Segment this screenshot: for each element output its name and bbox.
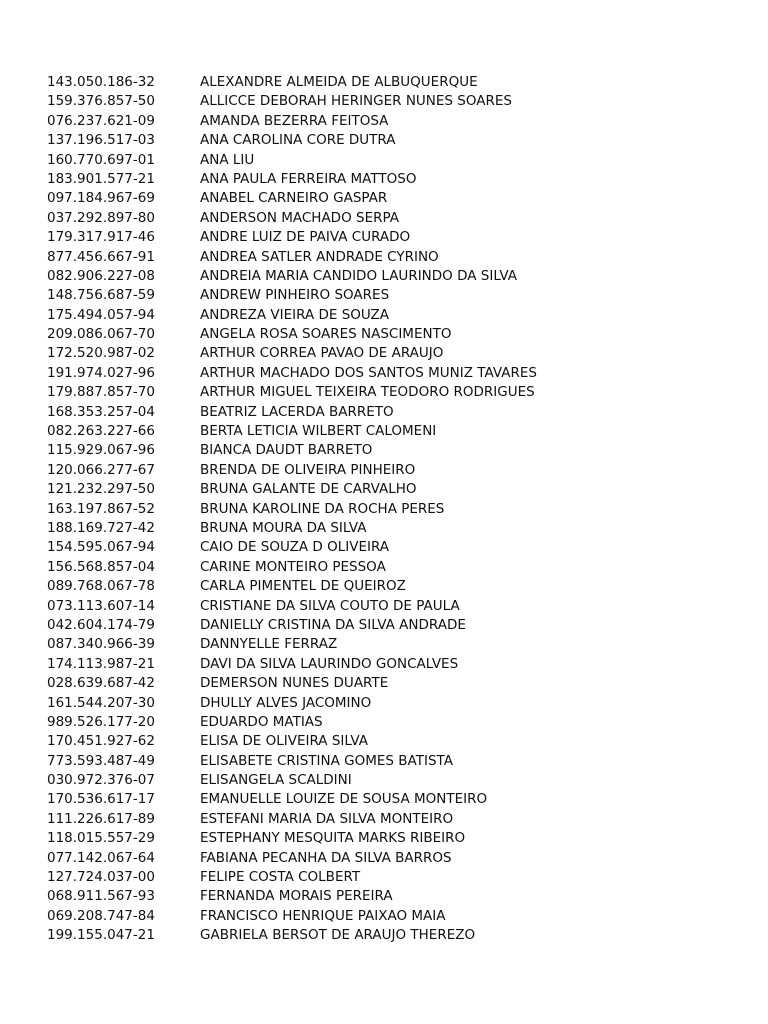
list-item	[47, 752, 537, 771]
list-item	[47, 674, 537, 693]
person-name: FERNANDA MORAIS PEREIRA	[200, 888, 393, 905]
cpf-number: 082.263.227-66	[47, 423, 155, 440]
person-name: ELISANGELA SCALDINI	[200, 772, 352, 789]
cpf-number: 127.724.037-00	[47, 869, 155, 886]
cpf-number: 137.196.517-03	[47, 132, 155, 149]
list-item	[47, 151, 537, 170]
person-name: ELISA DE OLIVEIRA SILVA	[200, 733, 369, 750]
cpf-number: 989.526.177-20	[47, 713, 155, 730]
cpf-number: 163.197.867-52	[47, 500, 155, 517]
person-name: BRUNA MOURA DA SILVA	[200, 519, 367, 536]
cpf-number: 077.142.067-64	[47, 849, 155, 866]
person-name: DEMERSON NUNES DUARTE	[200, 675, 389, 692]
list-item	[47, 461, 537, 480]
list-item	[47, 810, 537, 829]
person-name: ANDREZA VIEIRA DE SOUZA	[200, 306, 390, 323]
list-item	[47, 790, 537, 809]
list-item	[47, 73, 537, 92]
list-item	[47, 209, 537, 228]
cpf-number: 174.113.987-21	[47, 655, 155, 672]
person-name: AMANDA BEZERRA FEITOSA	[200, 112, 389, 129]
list-item	[47, 189, 537, 208]
cpf-number: 042.604.174-79	[47, 616, 155, 633]
list-item	[47, 635, 537, 654]
person-name: CRISTIANE DA SILVA COUTO DE PAULA	[200, 597, 460, 614]
list-item	[47, 112, 537, 131]
list-item	[47, 325, 537, 344]
cpf-number: 175.494.057-94	[47, 306, 155, 323]
person-name: ANA CAROLINA CORE DUTRA	[200, 132, 396, 149]
person-name: FRANCISCO HENRIQUE PAIXAO MAIA	[200, 907, 446, 924]
cpf-number: 156.568.857-04	[47, 558, 155, 575]
cpf-number: 179.317.917-46	[47, 229, 155, 246]
name-list	[47, 73, 537, 946]
list-item	[47, 732, 537, 751]
cpf-number: 159.376.857-50	[47, 93, 155, 110]
cpf-number: 209.086.067-70	[47, 326, 155, 343]
person-name: EMANUELLE LOUIZE DE SOUSA MONTEIRO	[200, 791, 488, 808]
person-name: ANA LIU	[200, 151, 255, 168]
list-item	[47, 868, 537, 887]
person-name: DHULLY ALVES JACOMINO	[200, 694, 372, 711]
cpf-number: 120.066.277-67	[47, 461, 155, 478]
person-name: ANDREW PINHEIRO SOARES	[200, 287, 390, 304]
list-item	[47, 538, 537, 557]
person-name: ELISABETE CRISTINA GOMES BATISTA	[200, 752, 453, 769]
person-name: FELIPE COSTA COLBERT	[200, 869, 361, 886]
cpf-number: 773.593.487-49	[47, 752, 155, 769]
cpf-number: 161.544.207-30	[47, 694, 155, 711]
cpf-number: 097.184.967-69	[47, 190, 155, 207]
person-name: DANNYELLE FERRAZ	[200, 636, 338, 653]
list-item	[47, 616, 537, 635]
cpf-number: 073.113.607-14	[47, 597, 155, 614]
cpf-number: 028.639.687-42	[47, 675, 155, 692]
cpf-number: 170.536.617-17	[47, 791, 155, 808]
person-name: CAIO DE SOUZA D OLIVEIRA	[200, 539, 390, 556]
cpf-number: 069.208.747-84	[47, 907, 155, 924]
person-name: BIANCA DAUDT BARRETO	[200, 442, 373, 459]
list-item	[47, 597, 537, 616]
person-name: ARTHUR MIGUEL TEIXEIRA TEODORO RODRIGUES	[200, 384, 535, 401]
cpf-number: 068.911.567-93	[47, 888, 155, 905]
list-item	[47, 286, 537, 305]
cpf-number: 089.768.067-78	[47, 578, 155, 595]
list-item	[47, 655, 537, 674]
list-item	[47, 92, 537, 111]
cpf-number: 118.015.557-29	[47, 830, 155, 847]
cpf-number: 160.770.697-01	[47, 151, 155, 168]
person-name: ANA PAULA FERREIRA MATTOSO	[200, 170, 417, 187]
list-item	[47, 267, 537, 286]
list-item	[47, 228, 537, 247]
list-item	[47, 829, 537, 848]
person-name: DAVI DA SILVA LAURINDO GONCALVES	[200, 655, 459, 672]
cpf-number: 154.595.067-94	[47, 539, 155, 556]
person-name: FABIANA PECANHA DA SILVA BARROS	[200, 849, 452, 866]
list-item	[47, 887, 537, 906]
list-item	[47, 170, 537, 189]
list-item	[47, 849, 537, 868]
list-item	[47, 926, 537, 945]
cpf-number: 030.972.376-07	[47, 772, 155, 789]
list-item	[47, 248, 537, 267]
person-name: EDUARDO MATIAS	[200, 713, 323, 730]
list-item	[47, 383, 537, 402]
cpf-number: 172.520.987-02	[47, 345, 155, 362]
cpf-number: 170.451.927-62	[47, 733, 155, 750]
person-name: ANGELA ROSA SOARES NASCIMENTO	[200, 326, 452, 343]
cpf-number: 183.901.577-21	[47, 170, 155, 187]
person-name: BRUNA GALANTE DE CARVALHO	[200, 481, 417, 498]
cpf-number: 143.050.186-32	[47, 74, 155, 90]
person-name: ESTEFANI MARIA DA SILVA MONTEIRO	[200, 810, 454, 827]
cpf-number: 168.353.257-04	[47, 403, 155, 420]
cpf-number: 179.887.857-70	[47, 384, 155, 401]
person-name: ESTEPHANY MESQUITA MARKS RIBEIRO	[200, 830, 466, 847]
list-item	[47, 364, 537, 383]
list-item	[47, 771, 537, 790]
person-name: ANDRE LUIZ DE PAIVA CURADO	[200, 229, 411, 246]
list-item	[47, 907, 537, 926]
cpf-number: 037.292.897-80	[47, 209, 155, 226]
person-name: GABRIELA BERSOT DE ARAUJO THEREZO	[200, 927, 476, 944]
person-name: BERTA LETICIA WILBERT CALOMENI	[200, 423, 437, 440]
cpf-number: 121.232.297-50	[47, 481, 155, 498]
cpf-number: 877.456.667-91	[47, 248, 155, 265]
person-name: BEATRIZ LACERDA BARRETO	[200, 403, 394, 420]
list-item	[47, 577, 537, 596]
person-name: ANDERSON MACHADO SERPA	[200, 209, 399, 226]
list-item	[47, 713, 537, 732]
person-name: BRENDA DE OLIVEIRA PINHEIRO	[200, 461, 416, 478]
cpf-number: 115.929.067-96	[47, 442, 155, 459]
person-name: CARINE MONTEIRO PESSOA	[200, 558, 386, 575]
list-item	[47, 519, 537, 538]
list-item	[47, 403, 537, 422]
list-item	[47, 558, 537, 577]
list-item	[47, 344, 537, 363]
list-item	[47, 694, 537, 713]
person-name: ANDREIA MARIA CANDIDO LAURINDO DA SILVA	[200, 267, 517, 284]
person-name: ALEXANDRE ALMEIDA DE ALBUQUERQUE	[200, 74, 478, 90]
person-name: BRUNA KAROLINE DA ROCHA PERES	[200, 500, 445, 517]
cpf-number: 199.155.047-21	[47, 927, 155, 944]
person-name: CARLA PIMENTEL DE QUEIROZ	[200, 578, 406, 595]
cpf-number: 191.974.027-96	[47, 364, 155, 381]
list-item	[47, 131, 537, 150]
cpf-number: 111.226.617-89	[47, 810, 155, 827]
person-name: ANDREA SATLER ANDRADE CYRINO	[200, 248, 439, 265]
list-item	[47, 441, 537, 460]
list-item	[47, 306, 537, 325]
cpf-number: 082.906.227-08	[47, 267, 155, 284]
person-name: DANIELLY CRISTINA DA SILVA ANDRADE	[200, 616, 466, 633]
person-name: ARTHUR MACHADO DOS SANTOS MUNIZ TAVARES	[200, 364, 537, 381]
person-name: ANABEL CARNEIRO GASPAR	[200, 190, 388, 207]
list-item	[47, 422, 537, 441]
person-name: ARTHUR CORREA PAVAO DE ARAUJO	[200, 345, 444, 362]
list-item	[47, 480, 537, 499]
cpf-number: 148.756.687-59	[47, 287, 155, 304]
cpf-number: 076.237.621-09	[47, 112, 155, 129]
list-item	[47, 500, 537, 519]
cpf-number: 188.169.727-42	[47, 519, 155, 536]
cpf-number: 087.340.966-39	[47, 636, 155, 653]
person-name: ALLICCE DEBORAH HERINGER NUNES SOARES	[200, 93, 512, 110]
